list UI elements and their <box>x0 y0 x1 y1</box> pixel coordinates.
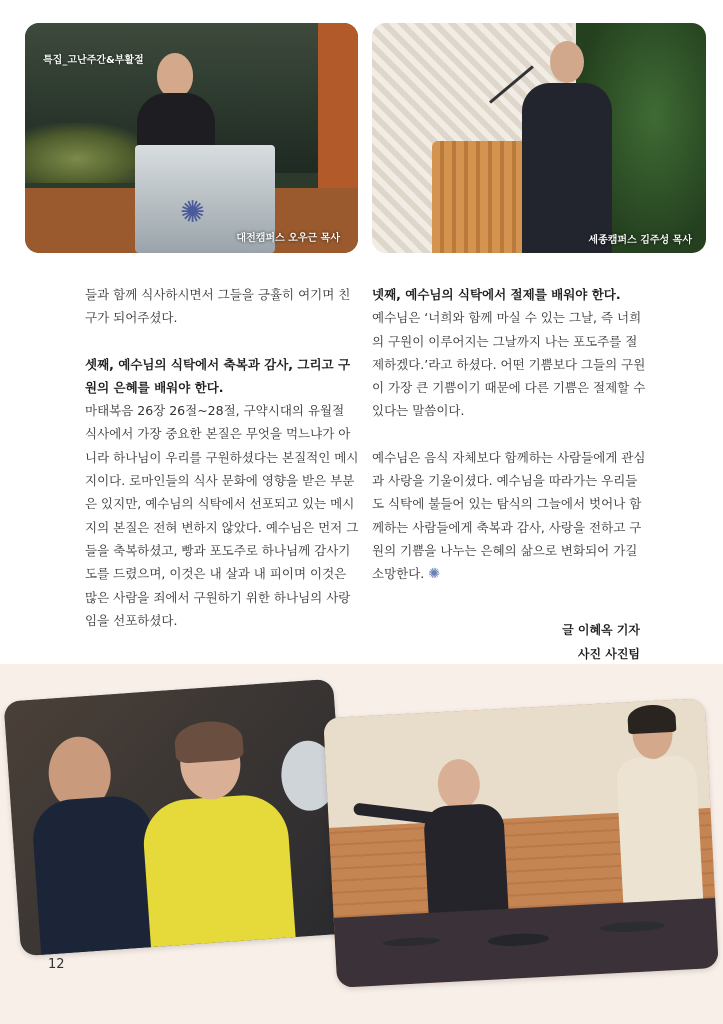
church-emblem-icon: ✺ <box>180 195 206 230</box>
page-number: 12 <box>48 957 65 972</box>
paragraph-text: 예수님은 음식 자체보다 함께하는 사람들에게 관심과 사랑을 기울이셨다. 예수님을 따라가는 우리들도 식탁에 불들어 있는 탐식의 그늘에서 벗어나 함께하는 사람들에게 축복과 감사, 사랑을 전하고 구원의 기쁨을 나누는 은혜의 삶으로 변화되어 가길 소망한다. <box>372 449 646 582</box>
paragraph: 예수님은 ‘너희와 함께 마실 수 있는 그날, 즉 너희의 구원이 이루어지는 그날까지 나는 포도주를 절제하겠다.’라고 하셨다. 어떤 기쁨보다 그들의 구원이 가장 큰 기쁨이기 때문에 다른 기쁨은 절제할 수 있다는 말씀이다. <box>372 310 646 419</box>
photo-caption-daejeon: 대전캠퍼스 오우근 목사 <box>236 233 340 244</box>
credit-photo: 사진 사진팀 <box>577 647 640 661</box>
photo-congregation <box>4 679 351 956</box>
credit-writer: 글 이혜옥 기자 <box>562 623 640 637</box>
photo-pastor-sejong <box>372 23 706 253</box>
paragraph: 마태복음 26장 26절~28절, 구약시대의 유월절 식사에서 가장 중요한 본질은 무엇을 먹느냐가 아니라 하나님이 우리를 구원하셨다는 본질적인 메시지이다. 로마인들의 식사 문화에 영향을 받은 부분은 있지만, 예수님의 식탁에서 선포되고 있는 메시지의 본질은 전혀 변하지 않았다. 예수님은 먼저 그들을 축복하셨고, 빵과 포도주로 하나님께 감사기도를 드렸으며, 이것은 내 살과 내 피이며 이것은 많은 사람을 죄에서 구원하기 위한 하나님의 사랑임을 선포하셨다. <box>85 403 359 628</box>
section-heading: 셋째, 예수님의 식탁에서 축복과 감사, 그리고 구원의 은혜를 배워야 한다. <box>85 356 351 395</box>
end-mark-icon: ✺ <box>428 566 440 583</box>
paragraph-final <box>372 446 646 587</box>
paragraph: 들과 함께 식사하시면서 그들을 긍휼히 여기며 친구가 되어주셨다. <box>85 287 351 326</box>
photo-worship-singers <box>323 698 719 988</box>
section-heading: 넷째, 예수님의 식탁에서 절제를 배워야 한다. <box>372 287 621 302</box>
photo-caption-sejong: 세종캠퍼스 김주성 목사 <box>588 235 692 246</box>
article-column-left <box>85 283 359 632</box>
section-tag: 특집_고난주간&부활절 <box>43 55 144 66</box>
article-column-right <box>372 283 646 587</box>
